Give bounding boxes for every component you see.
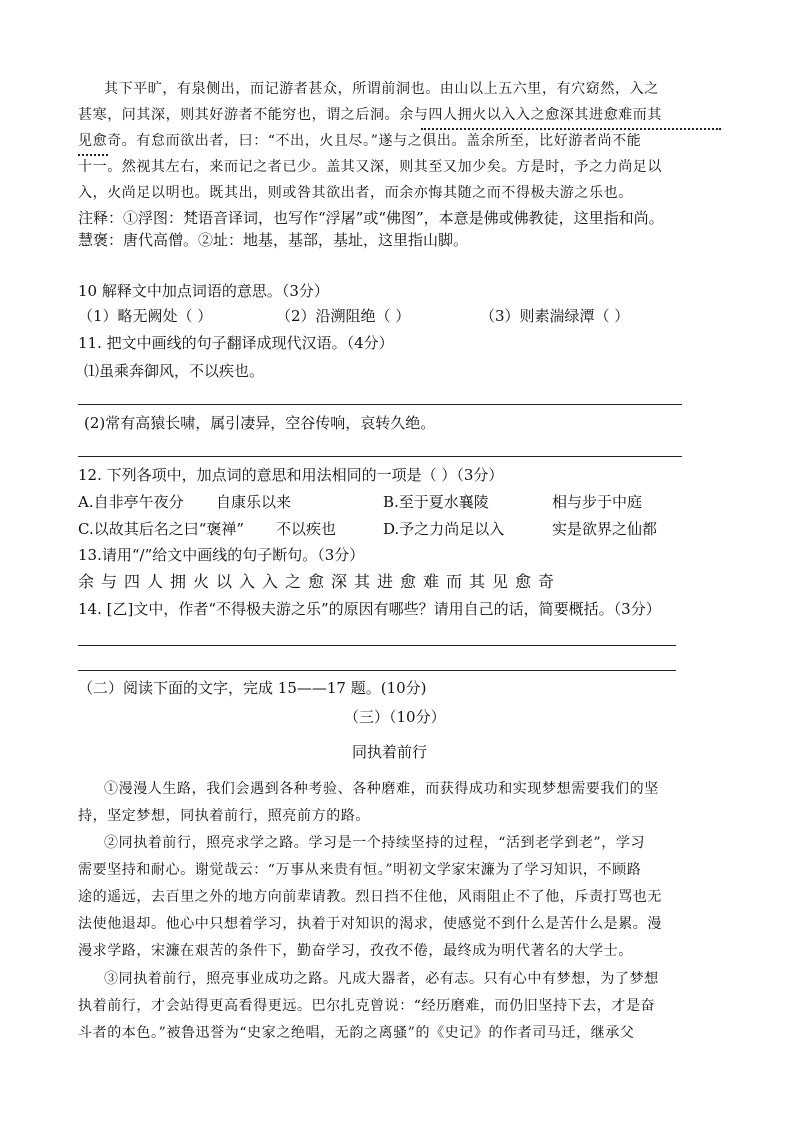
q12-option-c2: 不以疾也 <box>276 520 337 538</box>
essay-p3-line-1: ③同执着前行，照亮事业成功之路。凡成大器者，必有志。只有心中有梦想，为了梦想 <box>104 971 659 987</box>
q11-sentence-1: ⑴虽乘奔御风，不以疾也。 <box>84 362 265 380</box>
essay-p1-line-2: 持，坚定梦想，同执着前行，照亮前方的路。 <box>78 808 370 824</box>
passage-line-2: 甚寒，问其深，则其好游者不能穷也，谓之后洞。余与四人拥火以入入之愈深其进愈难而其 <box>78 107 662 123</box>
essay-p2-line-1: ②同执着前行，照亮求学之路。学习是一个持续坚持的过程，“活到老学到老”，学习 <box>104 835 646 851</box>
q12-option-d1: D.予之力尚足以入 <box>383 520 505 538</box>
essay-p1-line-1: ①漫漫人生路，我们会遇到各种考验、各种磨难，而获得成功和实现梦想需要我们的坚 <box>104 781 659 797</box>
answer-line-q14-2[interactable] <box>78 670 676 671</box>
q11-title: 11. 把文中画线的句子翻译成现代汉语。（4分） <box>78 334 394 352</box>
q11-sentence-2: (2)常有高猿长啸，属引凄异，空谷传响，哀转久绝。 <box>84 414 436 432</box>
essay-p3-line-2: 执着前行，才会站得更高看得更远。巴尔扎克曾说：“经历磨难，而仍旧坚持下去，才是奋 <box>78 998 656 1014</box>
note-line-1: 注释：①浮图：梵语音译词，也写作“浮屠”或“佛图”，本意是佛或佛教徒，这里指和尚。 <box>78 209 664 227</box>
q10-item-3: （3）则素湍绿潭（ ） <box>480 307 630 325</box>
q10-item-1: （1）略无阙处（ ） <box>78 307 213 325</box>
q12-option-a2: 自康乐以来 <box>216 493 292 511</box>
essay-p2-line-5: 漫求学路，宋濂在艰苦的条件下，勤奋学习，孜孜不倦，最终成为明代著名的大学士。 <box>78 943 633 959</box>
section-sub-heading: （三）（10分） <box>344 708 446 726</box>
passage-line-3: 见愈奇。有怠而欲出者，曰：“不出，火且尽。”遂与之俱出。盖余所至，比好游者尚不能 <box>78 133 642 149</box>
q13-title: 13.请用“/”给文中画线的句子断句。（3分） <box>78 546 365 564</box>
essay-title: 同执着前行 <box>352 743 428 761</box>
essay-p2-line-3: 途的遥远，去百里之外的地方向前辈请教。烈日挡不住他，风雨阻止不了他，斥责打骂也无 <box>78 889 662 905</box>
q12-option-a1: A.自非亭午夜分 <box>78 493 184 511</box>
answer-line-q11-2[interactable] <box>78 456 682 457</box>
q14-title: 14. [乙]文中，作者“不得极夫游之乐”的原因有哪些？请用自己的话，简要概括。（3分） <box>78 600 661 618</box>
q12-option-b2: 相与步于中庭 <box>552 493 643 511</box>
section-heading: （二）阅读下面的文字，完成 15——17 题。(10分) <box>78 679 427 697</box>
sentence-underline-2 <box>78 150 108 156</box>
q12-option-d2: 实是欲界之仙都 <box>552 520 658 538</box>
answer-line-q11-1[interactable] <box>78 404 682 405</box>
q10-item-2: （2）沿溯阻绝（ ） <box>276 307 411 325</box>
essay-p2-line-2: 需要坚持和耐心。谢觉哉云：“万事从来贵有恒。”明初文学家宋濂为了学习知识，不顾路 <box>78 862 642 878</box>
q12-option-c1: C.以故其后名之曰“褒禅” <box>78 520 245 538</box>
essay-p2-line-4: 法使他退却。他心中只想着学习，执着于对知识的渴求，使感觉不到什么是苦什么是累。漫 <box>78 916 662 932</box>
essay-p3-line-3: 斗者的本色。”被鲁迅誉为“史家之绝唱，无韵之离骚”的《史记》的作者司马迁，继承父 <box>78 1025 635 1041</box>
q12-title: 12. 下列各项中，加点词的意思和用法相同的一项是（ ）（3分） <box>78 466 504 484</box>
q13-sentence: 余与四人拥火以入入之愈深其进愈难而其见愈奇 <box>78 572 562 591</box>
answer-line-q14-1[interactable] <box>78 645 676 646</box>
q12-option-b1: B.至于夏水襄陵 <box>383 493 489 511</box>
note-line-2: 慧褒：唐代高僧。②址：地基，基部，基址，这里指山脚。 <box>78 231 469 249</box>
sentence-underline-1 <box>421 124 721 130</box>
passage-line-4: 十一。然视其左右，来而记之者已少。盖其又深，则其至又加少矣。方是时，予之力尚足以 <box>78 159 662 175</box>
q10-title: 10 解释文中加点词语的意思。（3分） <box>78 282 329 300</box>
passage-line-5: 入，火尚足以明也。既其出，则或咎其欲出者，而余亦悔其随之而不得极夫游之乐也。 <box>78 185 633 201</box>
passage-line-1: 其下平旷，有泉侧出，而记游者甚众，所谓前洞也。由山以上五六里，有穴窈然，入之 <box>104 81 659 97</box>
